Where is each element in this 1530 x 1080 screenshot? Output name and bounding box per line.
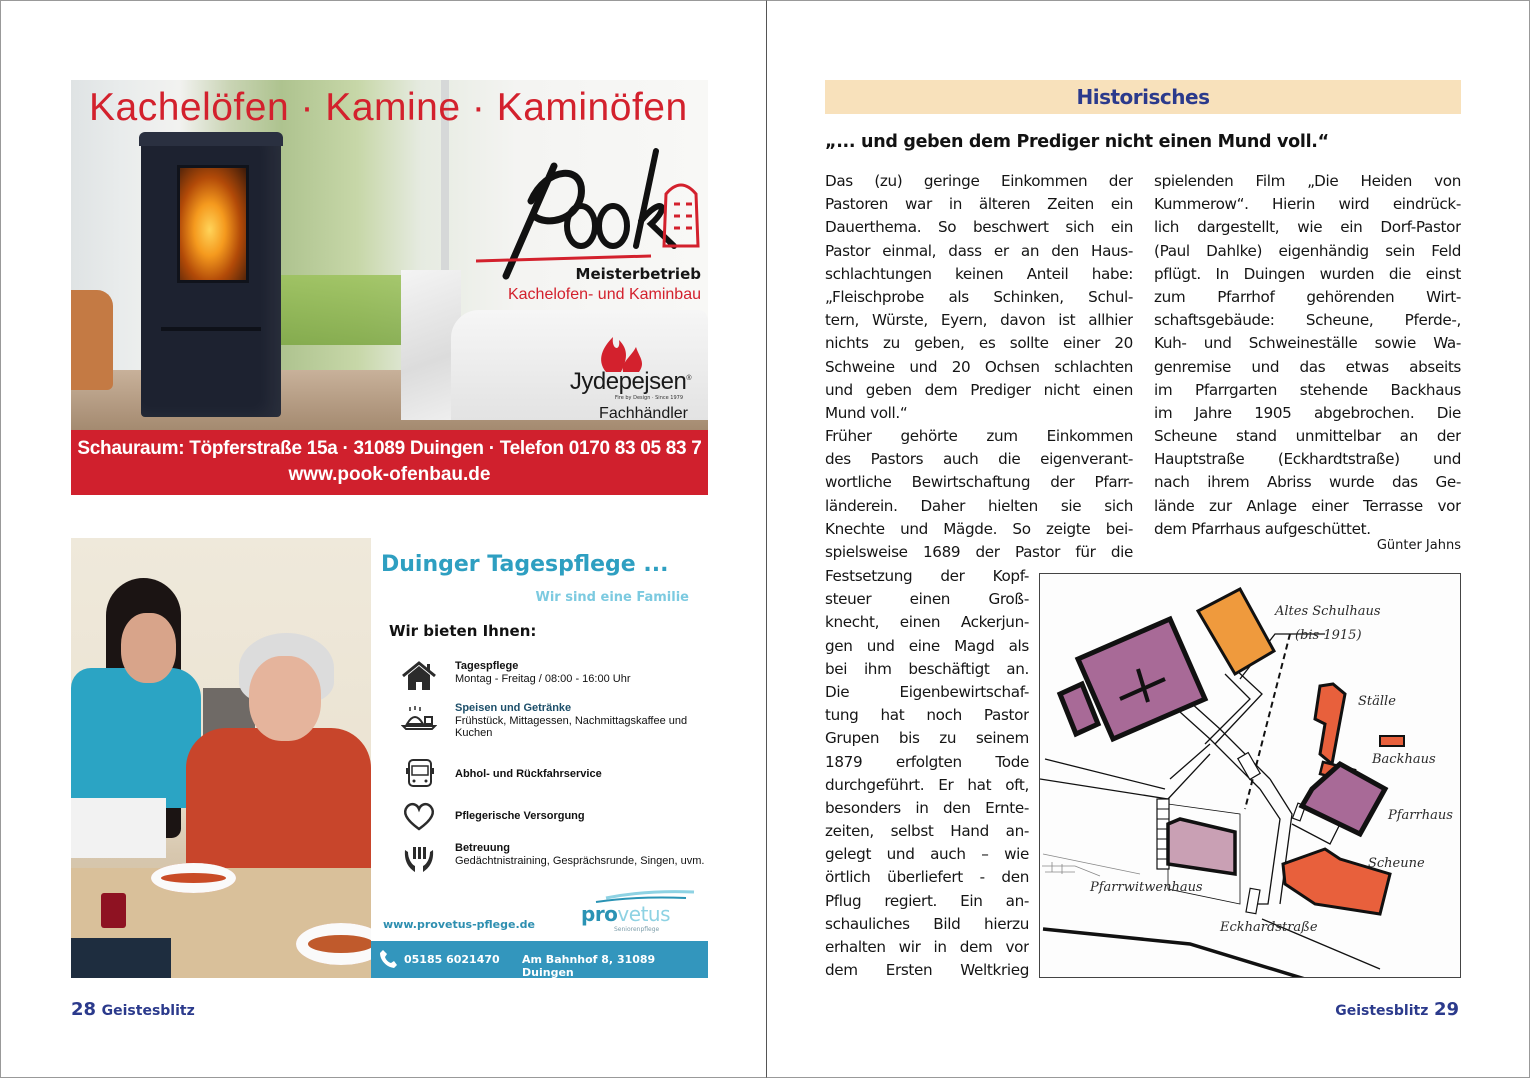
map-label-street: Eckhardstraße — [1220, 920, 1318, 935]
flame-icon — [591, 332, 651, 372]
provetus-title: Duinger Tagespflege ... — [381, 552, 669, 577]
page-folio-left — [71, 999, 195, 1020]
provetus-phone[interactable]: 05185 6021470 — [404, 953, 500, 966]
page-folio-right — [1335, 999, 1459, 1020]
fachhaendler-label: Fachhändler — [599, 405, 688, 422]
article-column-2: spielenden Film „Die Heiden von Kummerow“. Hierin wird eindrück- lich dargestellt, wie ein Dorf-Pastor (Paul Dahlke) eigenhändig sein Feld pflügt. In Duingen wurden die einst zum Pfarrhof gehörenden Wirt- schaftsgebäude: Scheune, Pferde-, Kuh- und Schweineställe sowie Wa- genremise und das etwas abseits im Pfarrgarten stehende Backhaus im Jahre 1905 abgebrochen. Die Scheune stand unmittelbar an der Hauptstraße (Eckhardtstraße) und nach ihrem Abriss wurde das Ge- lände zur Anlage einer Terrasse vor dem Pfarrhaus aufgeschüttet. — [1154, 172, 1461, 538]
map-label-barn: Scheune — [1368, 856, 1425, 871]
map-label-widow-house: Pfarrwitwenhaus — [1090, 880, 1203, 895]
author-name: Günter Jahns — [1376, 538, 1461, 553]
provetus-logo: provetus Seniorenpflege — [576, 888, 696, 936]
magazine-name: Geistesblitz — [101, 1003, 195, 1019]
article-column-1-narrow: Festsetzung der Kopf- steuer einen Groß- knecht, einen Ackerjun- gen und eine Magd als bei ihm beschäftigt an. Die Eigenbewirtschaf- tung hat noch Pastor Grupen bis zu seinem 1879 erfolgten Tode durchgeführt. Er hat oft, besonders in den Ernte- zeiten, selbst Hand an- gelegt und auch – wie örtlich überliefert - den Pflug regiert. Ein an- schauliches Bild hierzu erhalten wir in dem vor dem Ersten Weltkrieg — [825, 567, 1029, 980]
left-page — [0, 0, 766, 1078]
care-photo — [71, 538, 371, 978]
provetus-advertisement: Duinger Tagespflege ... Wir sind eine Familie Wir bieten Ihnen: Tagespflege Montag - Freitag / 08:00 - 16:00 Uhr Speisen und Getränke Frühstück, Mittagessen, Nachmittagskaffee und Kuchen Abhol- und Rückfahrservice Pflegerische Versorgung Betreuung Gedächtnistraining, Gesprächsrunde, Singen, uvm. www.provetus-pflege.de provetus Seniorenpflege 05185 6021470 Am Bahnhof 8, 31089 Duingen — [71, 538, 708, 978]
offer-heading: Wir bieten Ihnen: — [389, 622, 537, 640]
site-plan-drawing — [1040, 574, 1461, 978]
right-page — [766, 0, 1530, 1078]
map-label-stables: Ställe — [1358, 694, 1396, 709]
phone-icon — [379, 949, 397, 969]
armchair — [71, 290, 113, 390]
page-number: 28 — [71, 999, 97, 1020]
provetus-website-link[interactable]: www.provetus-pflege.de — [383, 918, 535, 931]
pook-address: Schauraum: Töpferstraße 15a · 31089 Duingen · Telefon 0170 83 05 83 7 — [77, 438, 702, 459]
church-building — [1060, 619, 1205, 739]
article-column-1: Das (zu) geringe Einkommen der Pastoren war in älteren Zeiten ein Dauerthema. So beschwert sich ein Pastor einmal, dass er an den Haus- schlachtungen keinen Anteil habe: „Fleischprobe als Schinken, Schul- tern, Würste, Eyern, davon ist allhier nichts zu geben, es sollte einer 20 Schweine und 20 Ochsen schlachten und geben dem Prediger nicht einen Mund voll.“ Früher gehörte zum Einkommen des Pastors auch die eigenverant- wortliche Bewirtschaftung der Pfarr- länderein. Daher hielten sie sich Knechte und Mägde. So zeigte bei- spielsweise 1689 der Pastor für die — [825, 172, 1133, 561]
provetus-subtitle: Wir sind eine Familie — [535, 590, 689, 605]
pook-website-link[interactable]: www.pook-ofenbau.de — [288, 464, 491, 485]
pook-tagline: Kachelöfen · Kamine · Kaminöfen — [89, 86, 688, 129]
parish-site-map — [1039, 573, 1461, 978]
jydepejsen-brand: Jydepejsen® — [569, 368, 691, 395]
jydepejsen-slogan: Fire by Design · Since 1979 — [614, 395, 683, 401]
map-label-school: Altes Schulhaus — [1275, 604, 1381, 619]
map-label-rectory: Pfarrhaus — [1388, 808, 1453, 823]
bus-icon — [401, 758, 437, 790]
page-number: 29 — [1433, 999, 1459, 1020]
section-title: Historisches — [1076, 85, 1210, 109]
meisterbetrieb-label: Meisterbetrieb — [575, 265, 701, 283]
caregiver — [71, 668, 201, 808]
provetus-contact-band — [371, 941, 708, 978]
stove-fire — [177, 165, 249, 283]
pook-advertisement — [71, 80, 708, 495]
house-icon — [401, 660, 437, 692]
map-label-bakehouse: Backhaus — [1372, 752, 1436, 767]
wood-stove — [141, 132, 281, 417]
specialty-label: Kachelofen- und Kaminbau — [507, 286, 701, 303]
caring-hands-icon — [401, 842, 437, 874]
food-cloche-icon — [401, 702, 437, 734]
magazine-name: Geistesblitz — [1335, 1003, 1429, 1019]
provetus-address: Am Bahnhof 8, 31089 Duingen — [522, 953, 656, 979]
section-header — [825, 80, 1461, 114]
article-title: „... und geben dem Prediger nicht einen Mund voll.“ — [825, 132, 1329, 152]
sofa — [451, 310, 708, 420]
pook-contact-band — [71, 430, 708, 495]
heart-icon — [401, 800, 437, 832]
map-label-school-note: (bis 1915) — [1295, 628, 1362, 643]
